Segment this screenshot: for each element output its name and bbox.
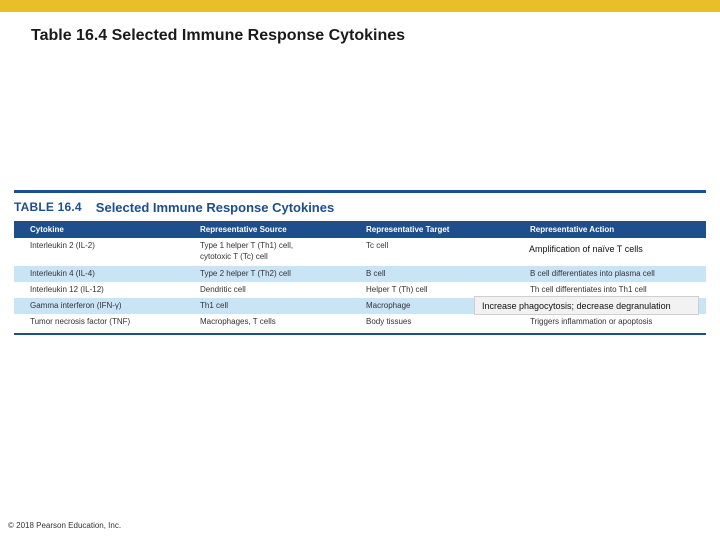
table-bottom-rule — [14, 333, 706, 335]
header-target: Representative Target — [366, 225, 450, 234]
cell-target: Tc cell — [366, 241, 389, 250]
cell-cytokine: Gamma interferon (IFN-γ) — [30, 301, 122, 310]
header-cytokine: Cytokine — [30, 225, 64, 234]
cell-action: B cell differentiates into plasma cell — [530, 269, 655, 278]
slide-title: Table 16.4 Selected Immune Response Cytokines — [31, 27, 406, 44]
cell-action: Triggers inflammation or apoptosis — [530, 317, 653, 326]
cell-cytokine: Interleukin 2 (IL-2) — [30, 241, 95, 250]
cell-source: Dendritic cell — [200, 285, 246, 294]
cell-action — [530, 238, 706, 240]
ifn-action-text: Increase phagocytosis; decrease degranulation — [482, 301, 671, 311]
top-accent-bar — [0, 0, 720, 12]
table-row — [14, 266, 706, 282]
cell-source: Type 1 helper T (Th1) cell, cytotoxic T (Tc) cell — [200, 241, 294, 261]
table-header-row — [14, 221, 706, 238]
table-heading — [14, 193, 706, 221]
table-row — [14, 314, 706, 330]
table-number: TABLE 16.4 — [14, 200, 82, 214]
cell-cytokine: Interleukin 12 (IL-12) — [30, 285, 104, 294]
cell-source: Th1 cell — [200, 301, 229, 310]
cell-action: Th cell differentiates into Th1 cell — [530, 285, 647, 294]
cell-target: Macrophage — [366, 301, 411, 310]
cell-target: B cell — [366, 269, 386, 278]
header-action: Representative Action — [530, 225, 615, 234]
ifn-action-overlay — [474, 296, 699, 315]
header-source: Representative Source — [200, 225, 287, 234]
cell-target: Body tissues — [366, 317, 412, 326]
table-caption: Selected Immune Response Cytokines — [95, 199, 335, 215]
cell-cytokine: Interleukin 4 (IL-4) — [30, 269, 95, 278]
il2-action-overlay: Amplification of naïve T cells — [529, 244, 643, 254]
cell-cytokine: Tumor necrosis factor (TNF) — [30, 317, 131, 326]
cell-source: Macrophages, T cells — [200, 317, 276, 326]
cell-target: Helper T (Th) cell — [366, 285, 428, 294]
copyright-footer: © 2018 Pearson Education, Inc. — [8, 521, 122, 530]
cell-source: Type 2 helper T (Th2) cell — [200, 269, 291, 278]
